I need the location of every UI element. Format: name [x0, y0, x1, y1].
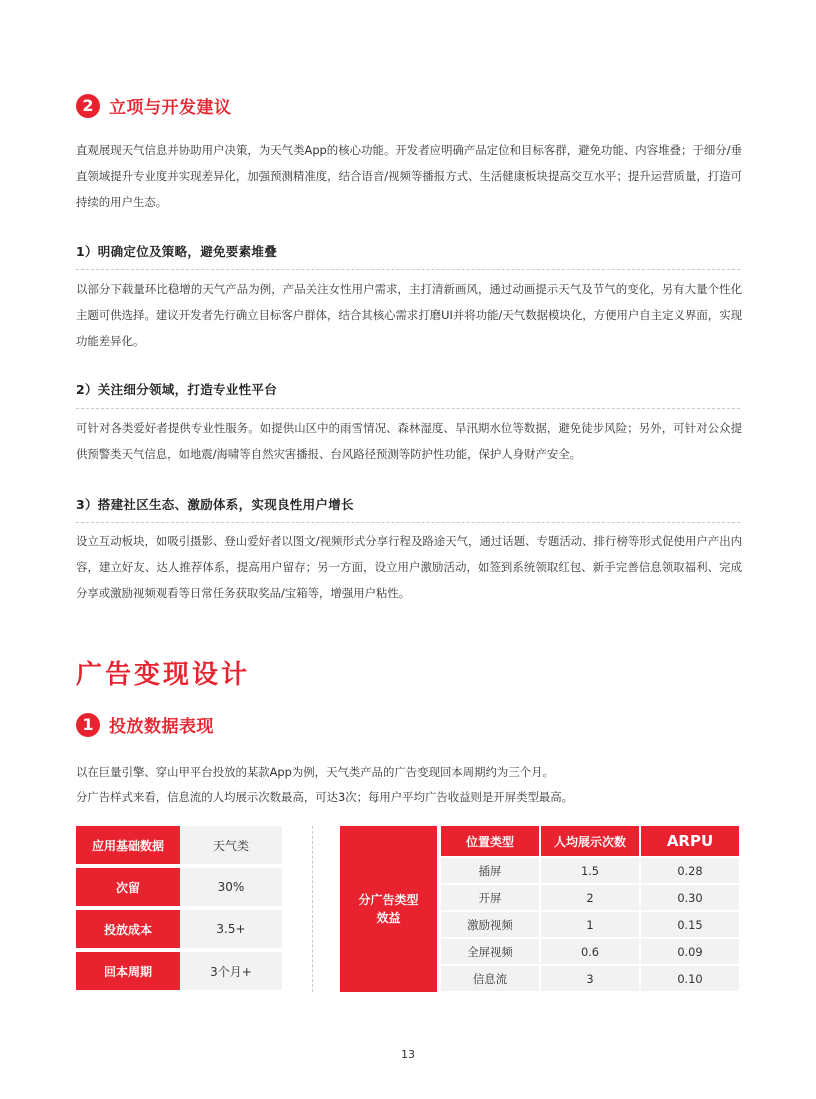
table-row — [76, 952, 282, 990]
table-cell: 0.09 — [641, 939, 739, 964]
row-key: 投放成本 — [76, 910, 180, 948]
column-header: 人均展示次数 — [541, 826, 639, 856]
row-key: 次留 — [76, 868, 180, 906]
intro-line-1: 以在巨量引擎、穿山甲平台投放的某款App为例，天气类产品的广告变现回本周期约为三个月。 — [76, 765, 554, 779]
table-cell: 0.30 — [641, 885, 739, 910]
section-number-badge: 2 — [76, 94, 100, 118]
row-value: 天气类 — [180, 826, 282, 864]
table-row — [441, 858, 741, 883]
table-cell: 0.28 — [641, 858, 739, 883]
table-row — [441, 939, 741, 964]
chapter-title: 广告变现设计 — [76, 660, 251, 690]
ad-table-label — [340, 826, 437, 992]
table-cell: 全屏视频 — [441, 939, 539, 964]
table-header-row — [441, 826, 741, 856]
section-header-1 — [76, 712, 214, 737]
section-intro-paragraph: 直观展现天气信息并协助用户决策，为天气类App的核心功能。开发者应明确产品定位和目标客群，避免功能、内容堆叠；于细分/垂直领域提升专业度并实现差异化，加强预测精准度，结合语音/视频等播报方式、生活健康板块提高交互水平；提升运营质量，打造可持续的用户生态。 — [76, 143, 742, 209]
column-header: 位置类型 — [441, 826, 539, 856]
section-title: 投放数据表现 — [109, 717, 214, 737]
subsection-title-3: 3）搭建社区生态、激励体系，实现良性用户增长 — [76, 497, 354, 512]
table-row — [441, 912, 741, 937]
row-key: 回本周期 — [76, 952, 180, 990]
table-cell: 1.5 — [541, 858, 639, 883]
table-cell: 开屏 — [441, 885, 539, 910]
section-title: 立项与开发建议 — [109, 98, 232, 118]
vertical-dashed-divider — [312, 826, 313, 992]
page-number: 13 — [401, 1048, 415, 1061]
dashed-divider — [76, 522, 740, 523]
column-header: ARPU — [641, 826, 739, 856]
table-row — [76, 868, 282, 906]
subsection-title-2: 2）关注细分领域，打造专业性平台 — [76, 382, 277, 397]
dashed-divider — [76, 269, 740, 270]
table-cell: 3 — [541, 966, 639, 991]
row-value: 30% — [180, 868, 282, 906]
table-cell: 0.15 — [641, 912, 739, 937]
table-row — [441, 966, 741, 991]
row-value: 3.5+ — [180, 910, 282, 948]
section-header-2 — [76, 93, 232, 118]
ad-table-grid — [441, 826, 741, 993]
intro-line-2: 分广告样式来看，信息流的人均展示次数最高，可达3次；每用户平均广告收益则是开屏类型最高。 — [76, 790, 574, 804]
subsection-body-2: 可针对各类爱好者提供专业性服务。如提供山区中的雨雪情况、森林湿度、旱汛期水位等数据，避免徒步风险；另外，可针对公众提供预警类天气信息，如地震/海啸等自然灾害播报、台风路径预测等防护性功能，保护人身财产安全。 — [76, 421, 742, 461]
ad-type-table — [340, 826, 742, 992]
dashed-divider — [76, 408, 740, 409]
table-cell: 0.10 — [641, 966, 739, 991]
table-cell: 1 — [541, 912, 639, 937]
section-number-badge: 1 — [76, 713, 100, 737]
table-row — [76, 910, 282, 948]
table-cell: 激励视频 — [441, 912, 539, 937]
ad-table-label-line2: 效益 — [376, 911, 401, 925]
ad-table-label-line1: 分广告类型 — [358, 893, 419, 907]
table-row — [76, 826, 282, 864]
table-cell: 插屏 — [441, 858, 539, 883]
subsection-body-1: 以部分下载量环比稳增的天气产品为例，产品关注女性用户需求，主打清新画风，通过动画提示天气及节气的变化，另有大量个性化主题可供选择。建议开发者先行确立目标客户群体，结合其核心需求打磨UI并将功能/天气数据模块化，方便用户自主定义界面，实现功能差异化。 — [76, 282, 742, 348]
subsection-title-1: 1）明确定位及策略，避免要素堆叠 — [76, 244, 277, 259]
row-key: 应用基础数据 — [76, 826, 180, 864]
table-cell: 信息流 — [441, 966, 539, 991]
row-value: 3个月+ — [180, 952, 282, 990]
table-cell: 2 — [541, 885, 639, 910]
basic-data-table — [76, 826, 282, 994]
table-cell: 0.6 — [541, 939, 639, 964]
table-row — [441, 885, 741, 910]
subsection-body-3: 设立互动板块，如吸引摄影、登山爱好者以图文/视频形式分享行程及路途天气，通过话题、专题活动、排行榜等形式促使用户产出内容，建立好友、达人推荐体系，提高用户留存；另一方面，设立用户激励活动，如签到系统领取红包、新手完善信息领取福利、完成分享或激励视频观看等日常任务获取奖品/宝箱等，增强用户粘性。 — [76, 534, 742, 600]
